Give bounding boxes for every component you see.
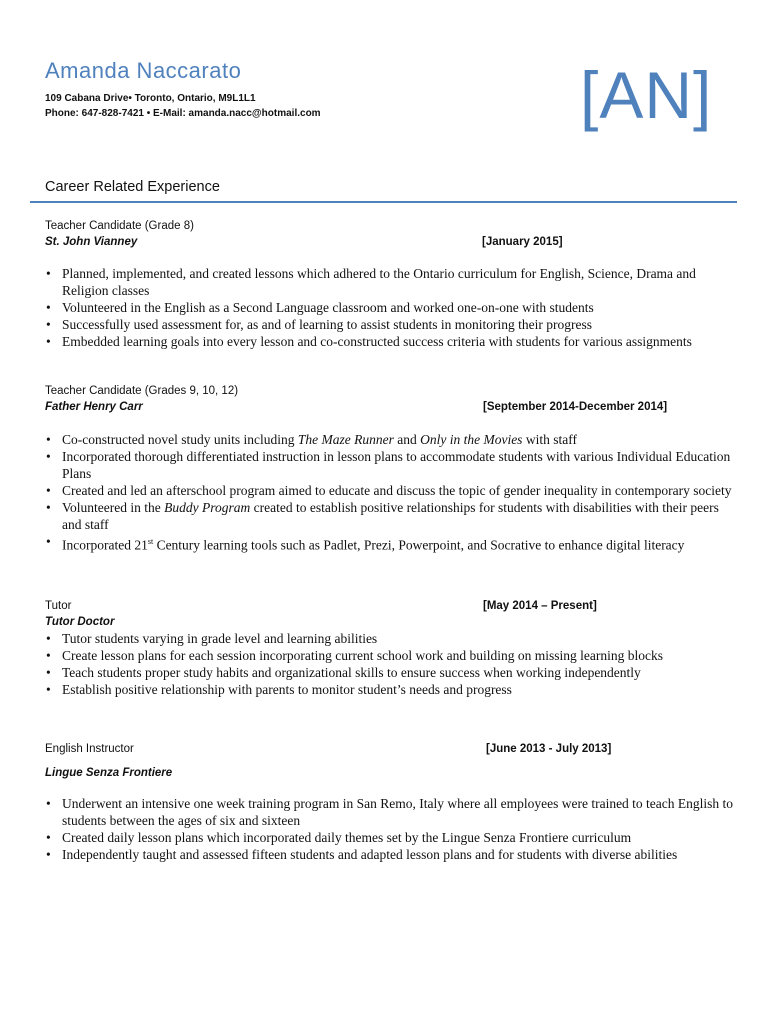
job-dates: [May 2014 – Present] [483,600,597,612]
monogram-logo: [AN] [580,58,713,132]
bullet-item: • Underwent an intensive one week training program in San Remo, Italy where all employees were trained to teach English to students between the ages of six and sixteen [45,795,735,829]
bullet-item: • Teach students proper study habits and organizational skills to ensure success when working independently [45,664,735,681]
contact-line: Phone: 647-828-7421 • E-Mail: amanda.nacc@hotmail.com [45,108,321,119]
job-title: Teacher Candidate (Grade 8) [45,220,194,232]
bullet-item: • Independently taught and assessed fifteen students and adapted lesson plans and for students with diverse abilities [45,846,735,863]
job-entry-1 [45,218,735,350]
job-bullets [45,630,735,698]
bullet-item: • Created daily lesson plans which incorporated daily themes set by the Lingue Senza Frontiere curriculum [45,829,735,846]
bullet-item: • Volunteered in the English as a Second Language classroom and worked one-on-one with students [45,299,735,316]
job-title: Tutor [45,600,72,612]
bullet-item: • Create lesson plans for each session incorporating current school work and building on missing learning blocks [45,647,735,664]
section-title: Career Related Experience [45,179,220,195]
job-organization: Tutor Doctor [45,616,115,628]
job-title: English Instructor [45,743,134,755]
resume-name: Amanda Naccarato [45,58,242,83]
job-entry-4 [45,741,735,863]
bullet-item: • Incorporated thorough differentiated instruction in lesson plans to accommodate students with various Individual Education Plans [45,448,735,482]
bullet-item: • Embedded learning goals into every lesson and co-constructed success criteria with students for various assignments [45,333,735,350]
section-divider [30,201,737,203]
bullet-item: • Volunteered in the Buddy Program created to establish positive relationships for students with disabilities with their peers and staff [45,499,735,533]
job-organization: St. John Vianney [45,236,138,248]
job-bullets [45,431,735,554]
bullet-item: • Successfully used assessment for, as and of learning to assist students in monitoring their progress [45,316,735,333]
job-organization: Lingue Senza Frontiere [45,767,173,779]
job-dates: [June 2013 - July 2013] [486,743,612,755]
bullet-item: • Tutor students varying in grade level and learning abilities [45,630,735,647]
job-entry-3 [45,598,735,698]
bullet-item: • Planned, implemented, and created lessons which adhered to the Ontario curriculum for English, Science, Drama and Religion classes [45,265,735,299]
bullet-item: • Co-constructed novel study units including The Maze Runner and Only in the Movies with staff [45,431,735,448]
bullet-item: • Establish positive relationship with parents to monitor student’s needs and progress [45,681,735,698]
job-bullets [45,265,735,350]
job-title: Teacher Candidate (Grades 9, 10, 12) [45,385,239,397]
job-bullets [45,795,735,863]
job-dates: [January 2015] [482,236,563,248]
bullet-item: • Incorporated 21st Century learning tools such as Padlet, Prezi, Powerpoint, and Socrative to enhance digital literacy [45,533,735,554]
address-line: 109 Cabana Drive• Toronto, Ontario, M9L1L1 [45,93,256,104]
job-entry-2 [45,383,735,554]
job-dates: [September 2014-December 2014] [483,401,668,413]
bullet-item: • Created and led an afterschool program aimed to educate and discuss the topic of gender inequality in contemporary society [45,482,735,499]
job-organization: Father Henry Carr [45,401,143,413]
